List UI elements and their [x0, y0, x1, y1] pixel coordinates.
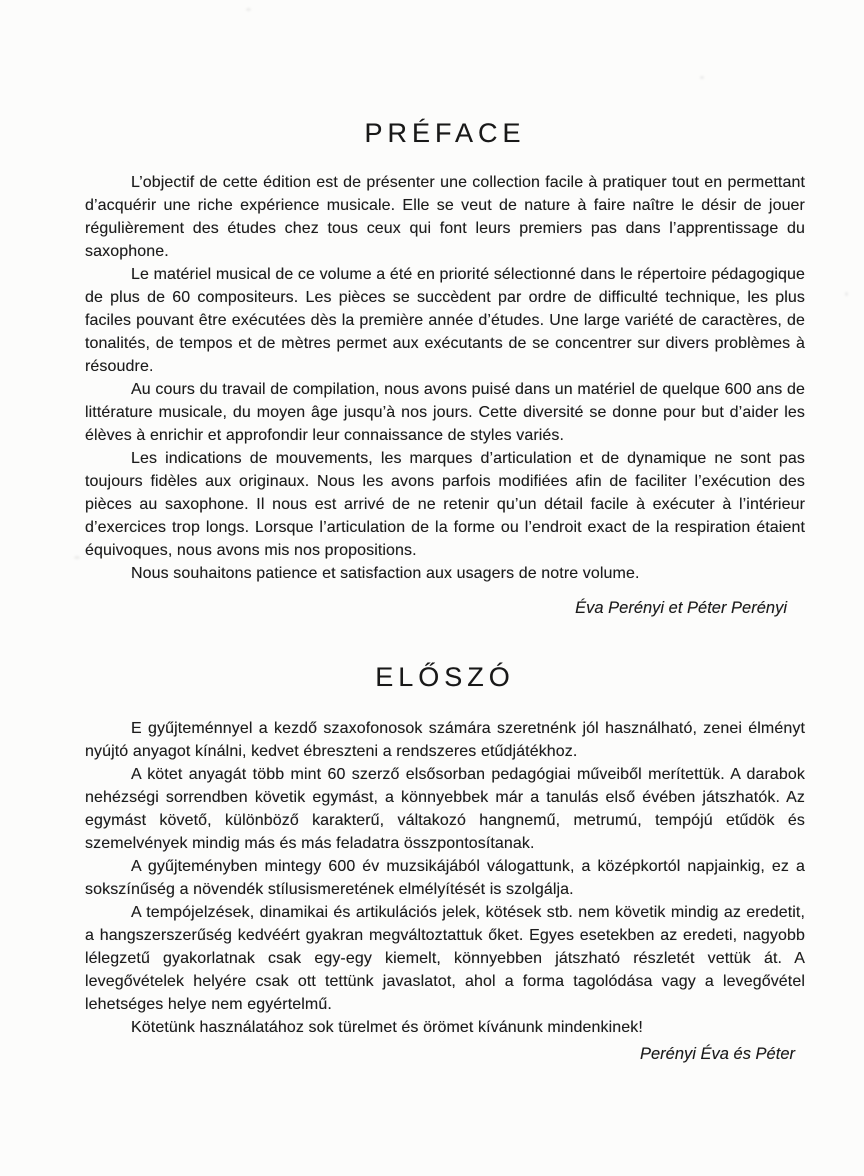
french-paragraph-1: L’objectif de cette édition est de présenter une collection facile à pratiquer tout en permettant d’acquérir une riche expérience musicale. Elle se veut de nature à faire naître le désir de jouer régulièrement des études chez tous ceux qui font leurs premiers pas dans l’apprentissage du saxophone. [85, 174, 805, 260]
scan-speck [74, 556, 80, 559]
hungarian-paragraph-3: A gyűjteményben mintegy 600 év muzsikájából válogattunk, a középkortól napjainkig, ez a sokszínűség a növendék stílusismeretének elmélyítését is szolgálja. [85, 858, 805, 898]
preface-title-hungarian: ELŐSZÓ [375, 662, 515, 692]
preface-french-section [85, 118, 805, 618]
french-signature: Éva Perényi et Péter Perényi [575, 599, 787, 617]
hungarian-body-text [85, 717, 805, 1039]
french-paragraph-2: Le matériel musical de ce volume a été en priorité sélectionné dans le répertoire pédagogique de plus de 60 compositeurs. Les pièces se succèdent par ordre de difficulté technique, les plus faciles pouvant être exécutées dès la première année d’études. Une large variété de caractères, de tonalités, de tempos et de mètres permet aux exécutants de se concentrer sur divers problèmes à résoudre. [85, 266, 805, 375]
hungarian-paragraph-5: Kötetünk használatához sok türelmet és örömet kívánunk mindenkinek! [131, 1019, 643, 1036]
french-paragraph-3: Au cours du travail de compilation, nous avons puisé dans un matériel de quelque 600 ans de littérature musicale, du moyen âge jusqu’à nos jours. Cette diversité se donne pour but d’aider les élèves à enrichir et approfondir leur connaissance de styles variés. [85, 381, 805, 444]
hungarian-signature: Perényi Éva és Péter [640, 1045, 795, 1063]
french-paragraph-4: Les indications de mouvements, les marques d’articulation et de dynamique ne sont pas toujours fidèles aux originaux. Nous les avons parfois modifiées afin de faciliter l’exécution des pièces au saxophone. Il nous est arrivé de ne retenir qu’un détail facile à exécuter à l’intérieur d’exercices trop longs. Lorsque l’articulation de la forme ou l’endroit exact de la respiration étaient équivoques, nous avons mis nos propositions. [85, 450, 805, 559]
scan-speck [845, 292, 848, 296]
french-paragraph-5: Nous souhaitons patience et satisfaction aux usagers de notre volume. [131, 565, 640, 582]
hungarian-paragraph-1: E gyűjteménnyel a kezdő szaxofonosok számára szeretnénk jól használható, zenei élményt nyújtó anyagot kínálni, kedvet ébreszteni a rendszeres etűdjátékhoz. [85, 720, 805, 760]
hungarian-paragraph-4: A tempójelzések, dinamikai és artikulációs jelek, kötések stb. nem követik mindig az eredetit, a hangszerszerűség kedvéért gyakran megváltoztattuk őket. Egyes esetekben az eredeti, nagyobb lélegzetű gyakorlatnak csak egy-egy kiemelt, könnyebben játszható részletét vettük át. A levegővételek helyére csak ott tettünk javaslatot, ahol a forma tagolódása vagy a levegővétel lehetséges helye nem egyértelmű. [85, 904, 805, 1013]
scan-speck [700, 76, 704, 79]
preface-title-french: PRÉFACE [364, 118, 526, 148]
scan-speck [246, 8, 251, 11]
hungarian-paragraph-2: A kötet anyagát több mint 60 szerző elsősorban pedagógiai műveiből merítettük. A darabok nehézségi sorrendben követik egymást, a könnyebbek már a tanulás első évében játszhatók. Az egymást követő, különböző karakterű, váltakozó hangnemű, metrumú, tempójú etűdök és szemelvények mindig más és más feladatra összpontosítanak. [85, 766, 805, 852]
preface-hungarian-section [85, 662, 805, 1064]
french-body-text [85, 171, 805, 585]
